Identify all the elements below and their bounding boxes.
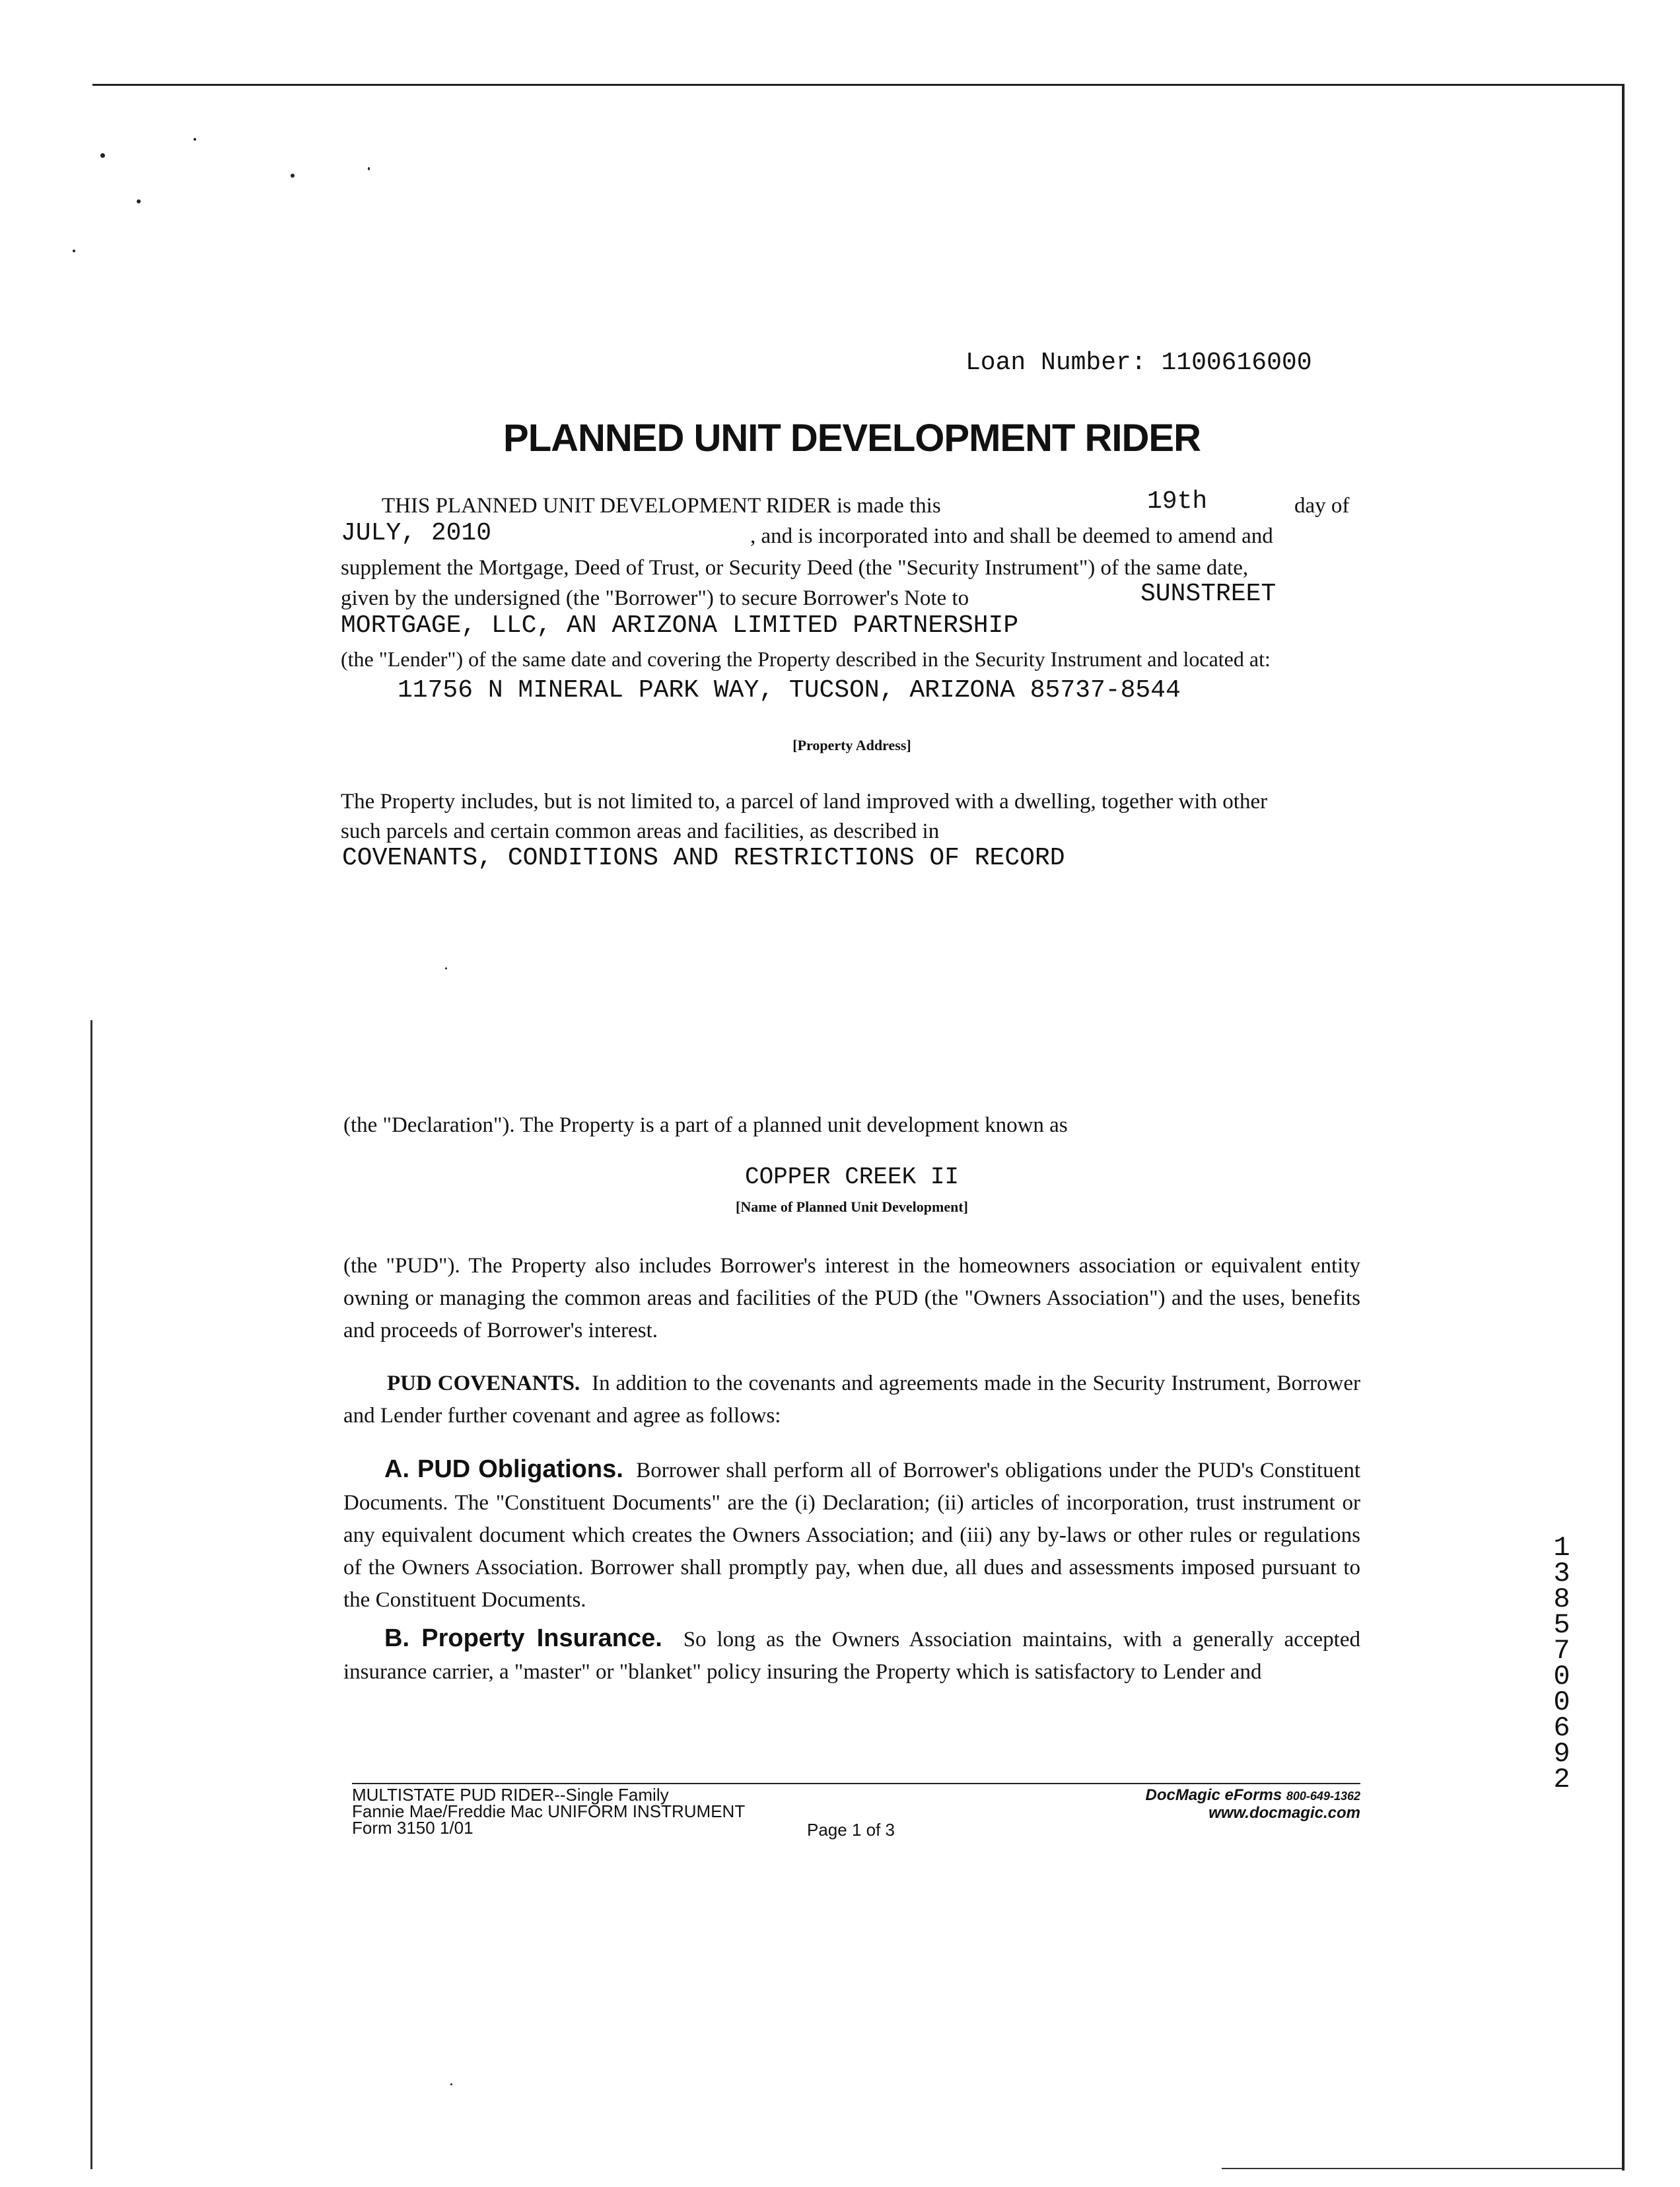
pud-name: COPPER CREEK II (744, 1163, 960, 1191)
intro-day-of: day of (1294, 494, 1350, 518)
section-a-heading: A. PUD Obligations. (384, 1455, 623, 1483)
scan-speck (368, 167, 370, 170)
covenants-of-record: COVENANTS, CONDITIONS AND RESTRICTIONS OF RECORD (342, 844, 1065, 872)
pud-paragraph (343, 1250, 1360, 1347)
property-line-2: such parcels and certain common areas and facilities, as described in (341, 819, 940, 843)
footer-page-number: Page 1 of 3 (807, 1820, 895, 1840)
footer-phone: 800-649-1362 (1286, 1789, 1360, 1803)
scan-speck (291, 174, 295, 178)
intro-day: 19th (1147, 487, 1208, 516)
pud-covenants-paragraph (343, 1368, 1360, 1432)
intro-date: JULY, 2010 (341, 519, 492, 547)
property-address-caption: [Property Address] (792, 737, 911, 753)
footer-left (352, 1787, 745, 1836)
intro-line-6: (the "Lender") of the same date and covering the Property described in the Security Instrument and located at: (341, 647, 1271, 671)
declaration-text: (the "Declaration"). The Property is a part of a planned unit development known as (343, 1113, 1068, 1137)
footer-instrument: Fannie Mae/Freddie Mac UNIFORM INSTRUMENT (352, 1801, 746, 1821)
lender-name-part-2: MORTGAGE, LLC, AN ARIZONA LIMITED PARTNERSHIP (341, 611, 1019, 640)
property-line-1: The Property includes, but is not limited to, a parcel of land improved with a dwelling, together with other (341, 790, 1268, 814)
section-a (343, 1453, 1360, 1616)
docmagic-logo: DocMagic eForms (1145, 1786, 1282, 1804)
footer-form-title: MULTISTATE PUD RIDER--Single Family (352, 1785, 669, 1805)
scan-speck (100, 153, 105, 158)
section-b (343, 1622, 1360, 1688)
scan-speck (445, 967, 447, 969)
pud-name-caption: [Name of Planned Unit Development] (736, 1198, 968, 1215)
right-border-line (1622, 84, 1625, 2170)
footer-rule (352, 1783, 1360, 1784)
pud-covenants-text: In addition to the covenants and agreements made in the Security Instrument, Borrower and Lender further covenant and agree as follows: (343, 1371, 1360, 1428)
loan-number-line (965, 349, 1312, 377)
footer-brand (1070, 1787, 1360, 1822)
loan-number-label: Loan Number: (965, 349, 1146, 377)
section-a-text: Borrower shall perform all of Borrower's obligations under the PUD's Constituent Documents. The "Constituent Documents" are the (i) Declaration; (ii) articles of incorporation, trust instrument or any equivalent document which creates the Owners Association; and (iii) any by-laws or other rules or regulations of the Owners Association. Borrower shall promptly pay, when due, all dues and assessments imposed pursuant to the Constituent Documents. (343, 1459, 1360, 1612)
intro-line-1 (382, 490, 941, 522)
intro-text-1: THIS PLANNED UNIT DEVELOPMENT RIDER is made this (382, 494, 941, 518)
scan-speck (73, 250, 75, 252)
scan-speck (450, 2083, 452, 2085)
footer-website[interactable]: www.docmagic.com (1208, 1804, 1360, 1822)
pud-covenants-heading: PUD COVENANTS. (387, 1371, 580, 1395)
scan-speck (137, 199, 141, 203)
bottom-right-line (1222, 2168, 1623, 2169)
side-recording-stamp: 1385700692 (1553, 1532, 1570, 1795)
document-title: PLANNED UNIT DEVELOPMENT RIDER (503, 417, 1201, 460)
intro-text-2: , and is incorporated into and shall be deemed to amend and (750, 524, 1273, 548)
intro-line-3: supplement the Mortgage, Deed of Trust, or Security Deed (the "Security Instrument") of the same date, (341, 556, 1249, 580)
section-b-heading: B. Property Insurance. (384, 1624, 662, 1652)
top-border-line (92, 84, 1623, 86)
intro-line-4: given by the undersigned (the "Borrower") to secure Borrower's Note to (341, 586, 969, 610)
loan-number-value: 1100616000 (1161, 349, 1312, 377)
scan-speck (193, 138, 196, 141)
pud-paragraph-text: (the "PUD"). The Property also includes Borrower's interest in the homeowners association or equivalent entity owning or managing the common areas and facilities of the PUD (the "Owners Association") and the uses, benefits and proceeds of Borrower's interest. (343, 1254, 1360, 1342)
left-margin-mark (90, 1020, 92, 2169)
lender-name-part-1: SUNSTREET (1140, 580, 1277, 608)
footer-form-number: Form 3150 1/01 (352, 1818, 473, 1838)
property-address: 11756 N MINERAL PARK WAY, TUCSON, ARIZONA 85737-8544 (398, 676, 1181, 705)
section-b-text: So long as the Owners Association maintains, with a generally accepted insurance carrier, a "master" or "blanket" policy insuring the Property which is satisfactory to Lender and (343, 1628, 1360, 1684)
